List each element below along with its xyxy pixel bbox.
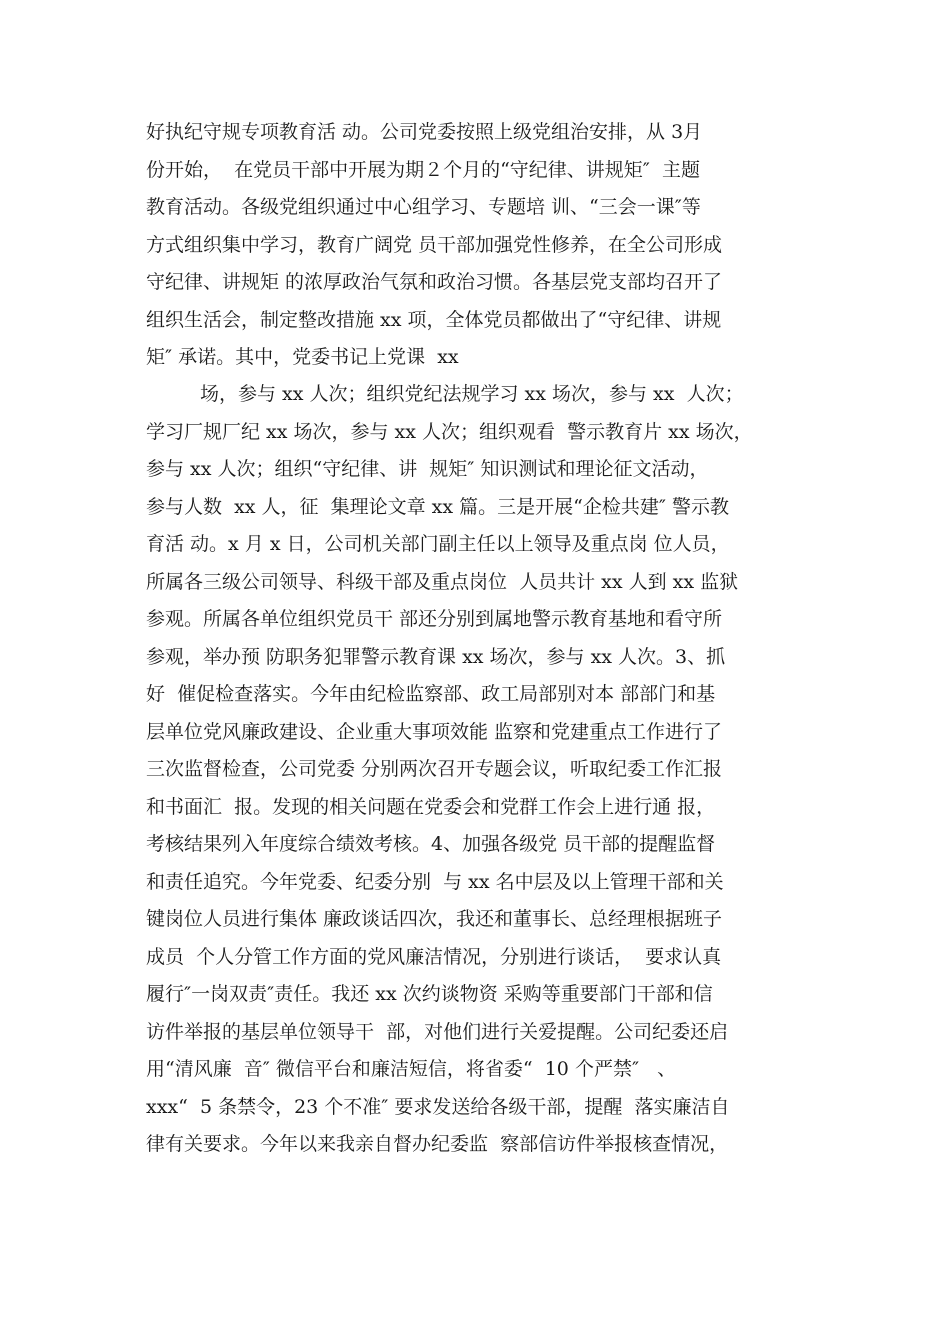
text-line: 参与 xx 人次；组织“守纪律、讲 规矩″ 知识测试和理论征文活动， bbox=[146, 458, 709, 480]
text-line: 用“清风廉 音″ 微信平台和廉洁短信，将省委“ 10 个严禁″ 、 bbox=[146, 1058, 677, 1080]
text-line: 场，参与 xx 人次；组织党纪法规学习 xx 场次，参与 xx 人次； bbox=[200, 383, 744, 405]
text-line: 律有关要求。今年以来我亲自督办纪委监 察部信访件举报核查情况， bbox=[146, 1133, 729, 1155]
text-line: 履行″一岗双责″责任。我还 xx 次约谈物资 采购等重要部门干部和信 bbox=[146, 983, 713, 1005]
text-line: 好 催促检查落实。今年由纪检监察部、政工局部别对本 部部门和基 bbox=[146, 683, 716, 705]
text-line: 和责任追究。今年党委、纪委分别 与 xx 名中层及以上管理干部和关 bbox=[146, 870, 724, 893]
text-line: 守纪律、讲规矩 的浓厚政治气氛和政治习惯。各基层党支部均召开了 bbox=[146, 271, 723, 293]
text-line: 访件举报的基层单位领导干 部，对他们进行关爱提醒。公司纪委还启 bbox=[146, 1020, 729, 1043]
paragraph-2 bbox=[146, 376, 826, 1164]
text-line: 三次监督检查，公司党委 分别两次召开专题会议，听取纪委工作汇报 bbox=[146, 758, 723, 780]
text-line: 层单位党风廉政建设、企业重大事项效能 监察和党建重点工作进行了 bbox=[146, 720, 723, 743]
text-line: 考核结果列入年度综合绩效考核。4、加强各级党 员干部的提醒监督 bbox=[146, 833, 716, 855]
text-line: 教育活动。各级党组织通过中心组学习、专题培 训、“三会一课″等 bbox=[146, 196, 701, 218]
text-line: 好执纪守规专项教育活 动。公司党委按照上级党组治安排，从 3月 bbox=[146, 121, 703, 143]
paragraph-1 bbox=[146, 114, 826, 377]
text-line: 参与人数 xx 人，征 集理论文章 xx 篇。三是开展“企检共建″ 警示教 bbox=[146, 495, 729, 518]
text-line: 份开始， 在党员干部中开展为期２个月的“守纪律、讲规矩″ 主题 bbox=[146, 158, 700, 181]
text-line: 和书面汇 报。发现的相关问题在党委会和党群工作会上进行通 报， bbox=[146, 795, 716, 818]
text-line: 键岗位人员进行集体 廉政谈话四次，我还和董事长、总经理根据班子 bbox=[146, 908, 723, 930]
text-line: 育活 动。x 月 x 日，公司机关部门副主任以上领导及重点岗 位人员， bbox=[146, 533, 730, 555]
text-line: 方式组织集中学习，教育广阔党 员干部加强党性修养，在全公司形成 bbox=[146, 233, 723, 256]
text-line: 成员 个人分管工作方面的党风廉洁情况，分别进行谈话， 要求认真 bbox=[146, 945, 722, 968]
text-line: 参观，举办预 防职务犯罪警示教育课 xx 场次，参与 xx 人次。3、抓 bbox=[146, 645, 726, 668]
text-line: 参观。所属各单位组织党员干 部还分别到属地警示教育基地和看守所 bbox=[146, 608, 723, 630]
text-line: 矩″ 承诺。其中，党委书记上党课 xx bbox=[146, 346, 459, 368]
text-line: 组织生活会，制定整改措施 xx 项，全体党员都做出了“守纪律、讲规 bbox=[146, 308, 722, 331]
text-line: 所属各三级公司领导、科级干部及重点岗位 人员共计 xx 人到 xx 监狱 bbox=[146, 570, 739, 593]
text-line: xxx“ 5 条禁令，23 个不准″ 要求发送给各级干部，提醒 落实廉洁自 bbox=[146, 1095, 730, 1118]
text-line: 学习厂规厂纪 xx 场次，参与 xx 人次；组织观看 警示教育片 xx 场次， bbox=[146, 420, 753, 443]
